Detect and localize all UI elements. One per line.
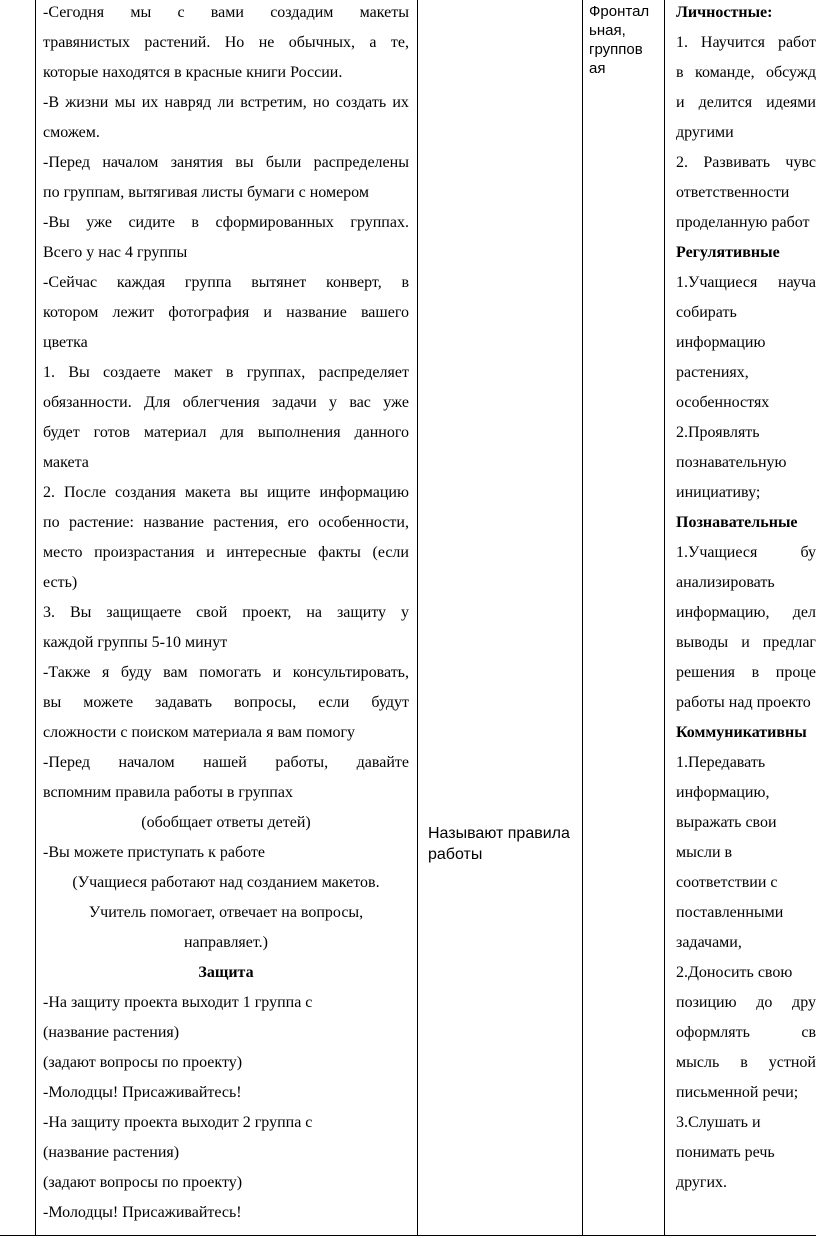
teacher-text-line: которые находятся в красные книги России. bbox=[43, 64, 343, 81]
outcome-text-word: обсужд bbox=[765, 64, 816, 81]
outcome-text-word: науча bbox=[778, 274, 816, 291]
teacher-text-word: 1. bbox=[43, 364, 55, 381]
outcome-text-line: познавательную bbox=[676, 454, 787, 471]
teacher-text-word: их bbox=[141, 94, 159, 111]
teacher-text-word: Вы bbox=[68, 364, 90, 381]
teacher-text-line: (обобщает ответы детей) bbox=[141, 814, 311, 831]
teacher-text-word: данного bbox=[354, 424, 409, 441]
teacher-text-word: встретим, bbox=[240, 94, 307, 111]
teacher-text-word: макеты bbox=[359, 4, 409, 21]
outcome-text-line: инициативу; bbox=[676, 484, 761, 501]
teacher-text-word: вы bbox=[239, 484, 259, 501]
teacher-text-line bbox=[43, 508, 409, 538]
table-border-bottom bbox=[0, 1235, 816, 1236]
teacher-text-word: буду bbox=[120, 664, 152, 681]
teacher-text-word: -Сегодня bbox=[43, 4, 105, 21]
teacher-text-line bbox=[43, 88, 409, 118]
teacher-text-word: нашей bbox=[203, 754, 247, 771]
outcome-text-word: 1.Учащиеся bbox=[676, 274, 758, 291]
table-border-col4 bbox=[664, 0, 665, 1236]
outcome-text-line: информацию bbox=[676, 334, 766, 351]
outcome-text-line: растениях, bbox=[676, 364, 749, 381]
teacher-text-word: если bbox=[318, 694, 350, 711]
teacher-text-word: интересные bbox=[226, 544, 307, 561]
outcome-text-line: мысли в bbox=[676, 844, 733, 861]
teacher-text-word: защищаете bbox=[106, 604, 182, 621]
teacher-text-line: Всего у нас 4 группы bbox=[43, 244, 188, 261]
teacher-text-word: выполнения bbox=[257, 424, 341, 441]
teacher-text-word: для bbox=[220, 424, 244, 441]
outcome-text-word: предлаг bbox=[762, 634, 816, 651]
teacher-text-line: -Вы можете приступать к работе bbox=[43, 844, 265, 861]
outcome-text-line bbox=[676, 88, 816, 118]
teacher-text-word: в bbox=[191, 214, 199, 231]
teacher-text-word: материал bbox=[143, 424, 207, 441]
teacher-text-word: название bbox=[143, 514, 204, 531]
teacher-text-word: у bbox=[401, 604, 409, 621]
teacher-text-line: макета bbox=[43, 454, 89, 471]
teacher-text-word: уже bbox=[86, 214, 112, 231]
teacher-text-word: сидите bbox=[128, 214, 175, 231]
teacher-text-word: были bbox=[265, 154, 302, 171]
teacher-text-word: и bbox=[206, 544, 215, 561]
teacher-text-word: и bbox=[272, 664, 282, 681]
outcome-text-line: 3.Слушать и bbox=[676, 1114, 761, 1131]
outcome-text-line: 1.Передавать bbox=[676, 754, 766, 771]
teacher-text-line bbox=[43, 658, 409, 688]
teacher-text-word: а bbox=[369, 34, 377, 51]
teacher-text-word: 3. bbox=[43, 604, 55, 621]
outcome-text-line: другими bbox=[676, 124, 734, 141]
outcome-text-word: работ bbox=[777, 34, 816, 51]
teacher-text-word: с bbox=[177, 4, 185, 21]
teacher-text-line: вспомним правила работы в группах bbox=[43, 784, 293, 801]
teacher-text-word: лежит bbox=[112, 304, 155, 321]
outcome-text-line bbox=[676, 148, 816, 178]
teacher-text-word: на bbox=[306, 604, 323, 621]
teacher-text-word: их bbox=[392, 94, 409, 111]
teacher-text-word: уже bbox=[383, 394, 409, 411]
teacher-text-line bbox=[43, 598, 409, 628]
learning-outcomes-cell bbox=[676, 0, 816, 1198]
outcome-text-line bbox=[676, 268, 816, 298]
outcome-text-word: бу bbox=[800, 544, 816, 561]
outcome-text-line bbox=[676, 58, 816, 88]
teacher-text-word: вопросы, bbox=[233, 694, 297, 711]
teacher-text-word: задачи bbox=[272, 394, 317, 411]
outcome-text-word: проце bbox=[775, 664, 816, 681]
work-form-line: группов bbox=[589, 41, 643, 58]
outcome-text-line: Регулятивные bbox=[676, 244, 780, 261]
teacher-text-word: готов bbox=[93, 424, 130, 441]
teacher-text-word: вы bbox=[43, 694, 62, 711]
teacher-text-word: работы, bbox=[275, 754, 329, 771]
teacher-text-word: облегчения bbox=[182, 394, 260, 411]
outcome-text-word: выводы bbox=[676, 634, 729, 651]
work-form-line: ая bbox=[589, 60, 606, 77]
teacher-text-word: распределены bbox=[313, 154, 409, 171]
outcome-text-line: 2.Доносить свою bbox=[676, 964, 793, 981]
teacher-text-word: началом bbox=[118, 754, 175, 771]
teacher-text-line: направляет.) bbox=[183, 934, 269, 951]
outcome-text-line: проделанную работ bbox=[676, 214, 810, 231]
outcome-text-word: делится bbox=[698, 94, 753, 111]
work-form-cell bbox=[589, 2, 659, 78]
teacher-text-word: обычных, bbox=[288, 34, 355, 51]
teacher-text-word: ищите bbox=[266, 484, 311, 501]
teacher-text-line bbox=[43, 298, 409, 328]
outcome-text-word: решения bbox=[676, 664, 736, 681]
teacher-text-word: котором bbox=[43, 304, 99, 321]
teacher-text-line: (Учащиеся работают над созданием макетов. bbox=[72, 874, 380, 891]
teacher-text-word: вытянет bbox=[251, 274, 307, 291]
teacher-text-word: задавать bbox=[155, 694, 212, 711]
outcome-text-line bbox=[676, 658, 816, 688]
teacher-text-word: создадим bbox=[270, 4, 334, 21]
teacher-text-word: После bbox=[63, 484, 107, 501]
teacher-text-line bbox=[43, 208, 409, 238]
teacher-text-line bbox=[43, 748, 409, 778]
outcome-text-line: задачами, bbox=[676, 934, 742, 951]
outcome-text-word: в bbox=[676, 64, 684, 81]
outcome-text-line: письменной речи; bbox=[676, 1084, 799, 1101]
teacher-text-line: -Молодцы! Присаживайтесь! bbox=[43, 1204, 242, 1221]
outcome-text-word: Развивать bbox=[703, 154, 771, 171]
teacher-text-word: свой bbox=[196, 604, 228, 621]
teacher-text-line bbox=[43, 358, 409, 388]
teacher-text-word: 2. bbox=[43, 484, 55, 501]
teacher-text-line bbox=[43, 388, 409, 418]
teacher-text-line bbox=[43, 28, 409, 58]
teacher-text-word: Вы bbox=[69, 604, 92, 621]
teacher-text-line: -На защиту проекта выходит 1 группа с bbox=[43, 994, 313, 1011]
teacher-text-word: Но bbox=[224, 34, 245, 51]
teacher-text-word: макет bbox=[173, 364, 213, 381]
teacher-text-word: группах. bbox=[350, 214, 409, 231]
teacher-text-word: травянистых bbox=[43, 34, 130, 51]
outcome-text-line: работы над проекто bbox=[676, 694, 811, 711]
table-border-col3 bbox=[582, 0, 583, 1236]
outcome-text-line bbox=[676, 628, 816, 658]
teacher-text-word: -Вы bbox=[43, 214, 70, 231]
teacher-text-word: началом bbox=[102, 154, 159, 171]
teacher-text-line: (название растения) bbox=[43, 1144, 180, 1161]
teacher-text-word: в bbox=[401, 274, 409, 291]
teacher-text-word: навряд bbox=[164, 94, 212, 111]
teacher-text-word: можете bbox=[83, 694, 134, 711]
outcome-text-line: выражать свои bbox=[676, 814, 777, 831]
teacher-text-word: вы bbox=[235, 154, 254, 171]
teacher-text-line bbox=[43, 268, 409, 298]
teacher-text-word: вас bbox=[349, 394, 371, 411]
teacher-text-word: создаете bbox=[103, 364, 161, 381]
outcome-text-word: оформлять bbox=[676, 1024, 750, 1041]
teacher-text-word: но bbox=[313, 94, 330, 111]
teacher-text-word: вашего bbox=[360, 304, 409, 321]
outcome-text-line: Познавательные bbox=[676, 514, 798, 531]
teacher-text-word: помогать bbox=[199, 664, 262, 681]
teacher-text-word: и bbox=[263, 304, 272, 321]
teacher-text-word: обязанности. bbox=[43, 394, 132, 411]
teacher-text-word: давайте bbox=[356, 754, 409, 771]
outcome-text-line: ответственности bbox=[676, 184, 790, 201]
outcome-text-line: анализировать bbox=[676, 574, 775, 591]
student-activity-line: работы bbox=[428, 846, 483, 863]
outcome-text-word: чувс bbox=[785, 154, 816, 171]
teacher-text-line: Учитель помогает, отвечает на вопросы, bbox=[88, 904, 364, 921]
teacher-text-word: конверт, bbox=[326, 274, 382, 291]
outcome-text-line: понимать речь bbox=[676, 1144, 775, 1161]
teacher-text-word: фотография bbox=[168, 304, 250, 321]
teacher-text-line bbox=[43, 418, 409, 448]
teacher-text-line: (задают вопросы по проекту) bbox=[43, 1174, 243, 1191]
teacher-text-word: растения, bbox=[213, 514, 279, 531]
teacher-text-word: группах, bbox=[246, 364, 306, 381]
teacher-text-word: -Сейчас bbox=[43, 274, 98, 291]
outcome-text-line bbox=[676, 28, 816, 58]
teacher-text-word: вами bbox=[210, 4, 244, 21]
teacher-text-line: есть) bbox=[43, 574, 78, 591]
teacher-text-word: в bbox=[225, 364, 234, 381]
outcome-text-word: идеями bbox=[766, 94, 816, 111]
outcome-text-line: Коммуникативны bbox=[676, 724, 807, 741]
outcome-text-word: 1.Учащиеся bbox=[676, 544, 758, 561]
teacher-text-word: мы bbox=[114, 94, 136, 111]
outcome-text-line bbox=[676, 1048, 816, 1078]
teacher-text-word: у bbox=[329, 394, 338, 411]
teacher-text-line bbox=[43, 688, 409, 718]
teacher-text-word: вам bbox=[163, 664, 188, 681]
outcome-text-line bbox=[676, 1018, 816, 1048]
outcome-text-word: св bbox=[801, 1024, 816, 1041]
teacher-text-line bbox=[43, 538, 409, 568]
outcome-text-word: команде, bbox=[694, 64, 755, 81]
outcome-text-line bbox=[676, 988, 816, 1018]
teacher-text-word: растение: bbox=[68, 514, 134, 531]
teacher-text-word: макета bbox=[184, 484, 231, 501]
teacher-text-word: жизни bbox=[65, 94, 109, 111]
teacher-text-word: мы bbox=[130, 4, 152, 21]
work-form-line: Фронтал bbox=[589, 3, 650, 20]
teacher-text-word: его bbox=[287, 514, 309, 531]
outcome-text-word: мысль bbox=[676, 1054, 720, 1071]
teacher-text-word: консультировать, bbox=[292, 664, 409, 681]
teacher-text-line: по группам, вытягивая листы бумаги с номером bbox=[43, 184, 369, 201]
outcome-text-line bbox=[676, 538, 816, 568]
teacher-text-word: группа bbox=[184, 274, 232, 291]
outcome-text-word: до bbox=[756, 994, 773, 1011]
teacher-text-line bbox=[43, 148, 409, 178]
teacher-text-line bbox=[43, 0, 409, 28]
outcome-text-word: дру bbox=[792, 994, 816, 1011]
outcome-text-line: информацию, bbox=[676, 784, 770, 801]
outcome-text-line bbox=[676, 598, 816, 628]
teacher-text-word: не bbox=[258, 34, 275, 51]
student-activity-line: Называют правила bbox=[428, 825, 570, 842]
outcome-text-word: в bbox=[751, 664, 760, 681]
teacher-text-word: Для bbox=[144, 394, 171, 411]
teacher-text-word: (если bbox=[372, 544, 409, 561]
teacher-text-word: информацию bbox=[319, 484, 409, 501]
table-border-left bbox=[35, 0, 36, 1236]
teacher-text-line: (название растения) bbox=[43, 1024, 180, 1041]
outcome-text-word: Научится bbox=[700, 34, 766, 51]
teacher-text-line: (задают вопросы по проекту) bbox=[43, 1054, 243, 1071]
outcome-text-line: собирать bbox=[676, 304, 737, 321]
teacher-text-word: факты bbox=[318, 544, 361, 561]
teacher-text-line: каждой группы 5-10 минут bbox=[43, 634, 228, 651]
outcome-text-line: других. bbox=[676, 1174, 728, 1191]
teacher-text-word: я bbox=[102, 664, 110, 681]
teacher-text-line: цветка bbox=[43, 334, 88, 351]
outcome-text-word: 2. bbox=[676, 154, 688, 171]
table-border-col2 bbox=[417, 0, 418, 1236]
teacher-text-word: место bbox=[43, 544, 83, 561]
teacher-text-word: распределяет bbox=[318, 364, 409, 381]
teacher-text-word: будут bbox=[371, 694, 409, 711]
outcome-text-word: в bbox=[740, 1054, 748, 1071]
teacher-text-word: -Также bbox=[43, 664, 91, 681]
teacher-text-word: ли bbox=[217, 94, 235, 111]
teacher-text-word: -В bbox=[43, 94, 59, 111]
outcome-text-line: особенностях bbox=[676, 394, 770, 411]
teacher-text-word: -Перед bbox=[43, 754, 91, 771]
work-form-line: ьная, bbox=[589, 22, 626, 39]
teacher-text-word: создать bbox=[335, 94, 387, 111]
teacher-text-line: сложности с поиском материала я вам помогу bbox=[43, 724, 356, 741]
student-activity-cell bbox=[428, 823, 578, 865]
teacher-text-line: сможем. bbox=[43, 124, 100, 141]
outcome-text-line: соответствии с bbox=[676, 874, 778, 891]
outcome-text-line: 2.Проявлять bbox=[676, 424, 760, 441]
teacher-text-word: будет bbox=[43, 424, 80, 441]
teacher-text-word: те, bbox=[390, 34, 409, 51]
teacher-text-word: -Перед bbox=[43, 154, 91, 171]
outcome-text-word: информацию, bbox=[676, 604, 770, 621]
teacher-text-word: название bbox=[286, 304, 347, 321]
outcome-text-word: и bbox=[676, 94, 685, 111]
teacher-text-word: по bbox=[43, 514, 60, 531]
teacher-text-line bbox=[43, 478, 409, 508]
teacher-text-word: каждая bbox=[116, 274, 166, 291]
outcome-text-line: поставленными bbox=[676, 904, 784, 921]
teacher-text-line: -Молодцы! Присаживайтесь! bbox=[43, 1084, 242, 1101]
teacher-text-line: -На защиту проекта выходит 2 группа с bbox=[43, 1114, 313, 1131]
teacher-text-word: занятия bbox=[170, 154, 223, 171]
teacher-text-word: создания bbox=[115, 484, 176, 501]
outcome-text-word: устной bbox=[768, 1054, 816, 1071]
teacher-text-line: Защита bbox=[198, 964, 254, 981]
teacher-activity-cell bbox=[43, 0, 409, 1228]
teacher-text-word: особенности, bbox=[318, 514, 409, 531]
outcome-text-word: и bbox=[741, 634, 750, 651]
outcome-text-word: дел bbox=[792, 604, 816, 621]
teacher-text-word: защиту bbox=[336, 604, 387, 621]
teacher-text-word: растений. bbox=[144, 34, 211, 51]
outcome-text-word: позицию bbox=[676, 994, 737, 1011]
outcome-text-line: Личностные: bbox=[676, 4, 773, 21]
teacher-text-word: произрастания bbox=[94, 544, 195, 561]
outcome-text-word: 1. bbox=[676, 34, 688, 51]
teacher-text-word: сформированных bbox=[215, 214, 334, 231]
teacher-text-word: проект, bbox=[242, 604, 292, 621]
